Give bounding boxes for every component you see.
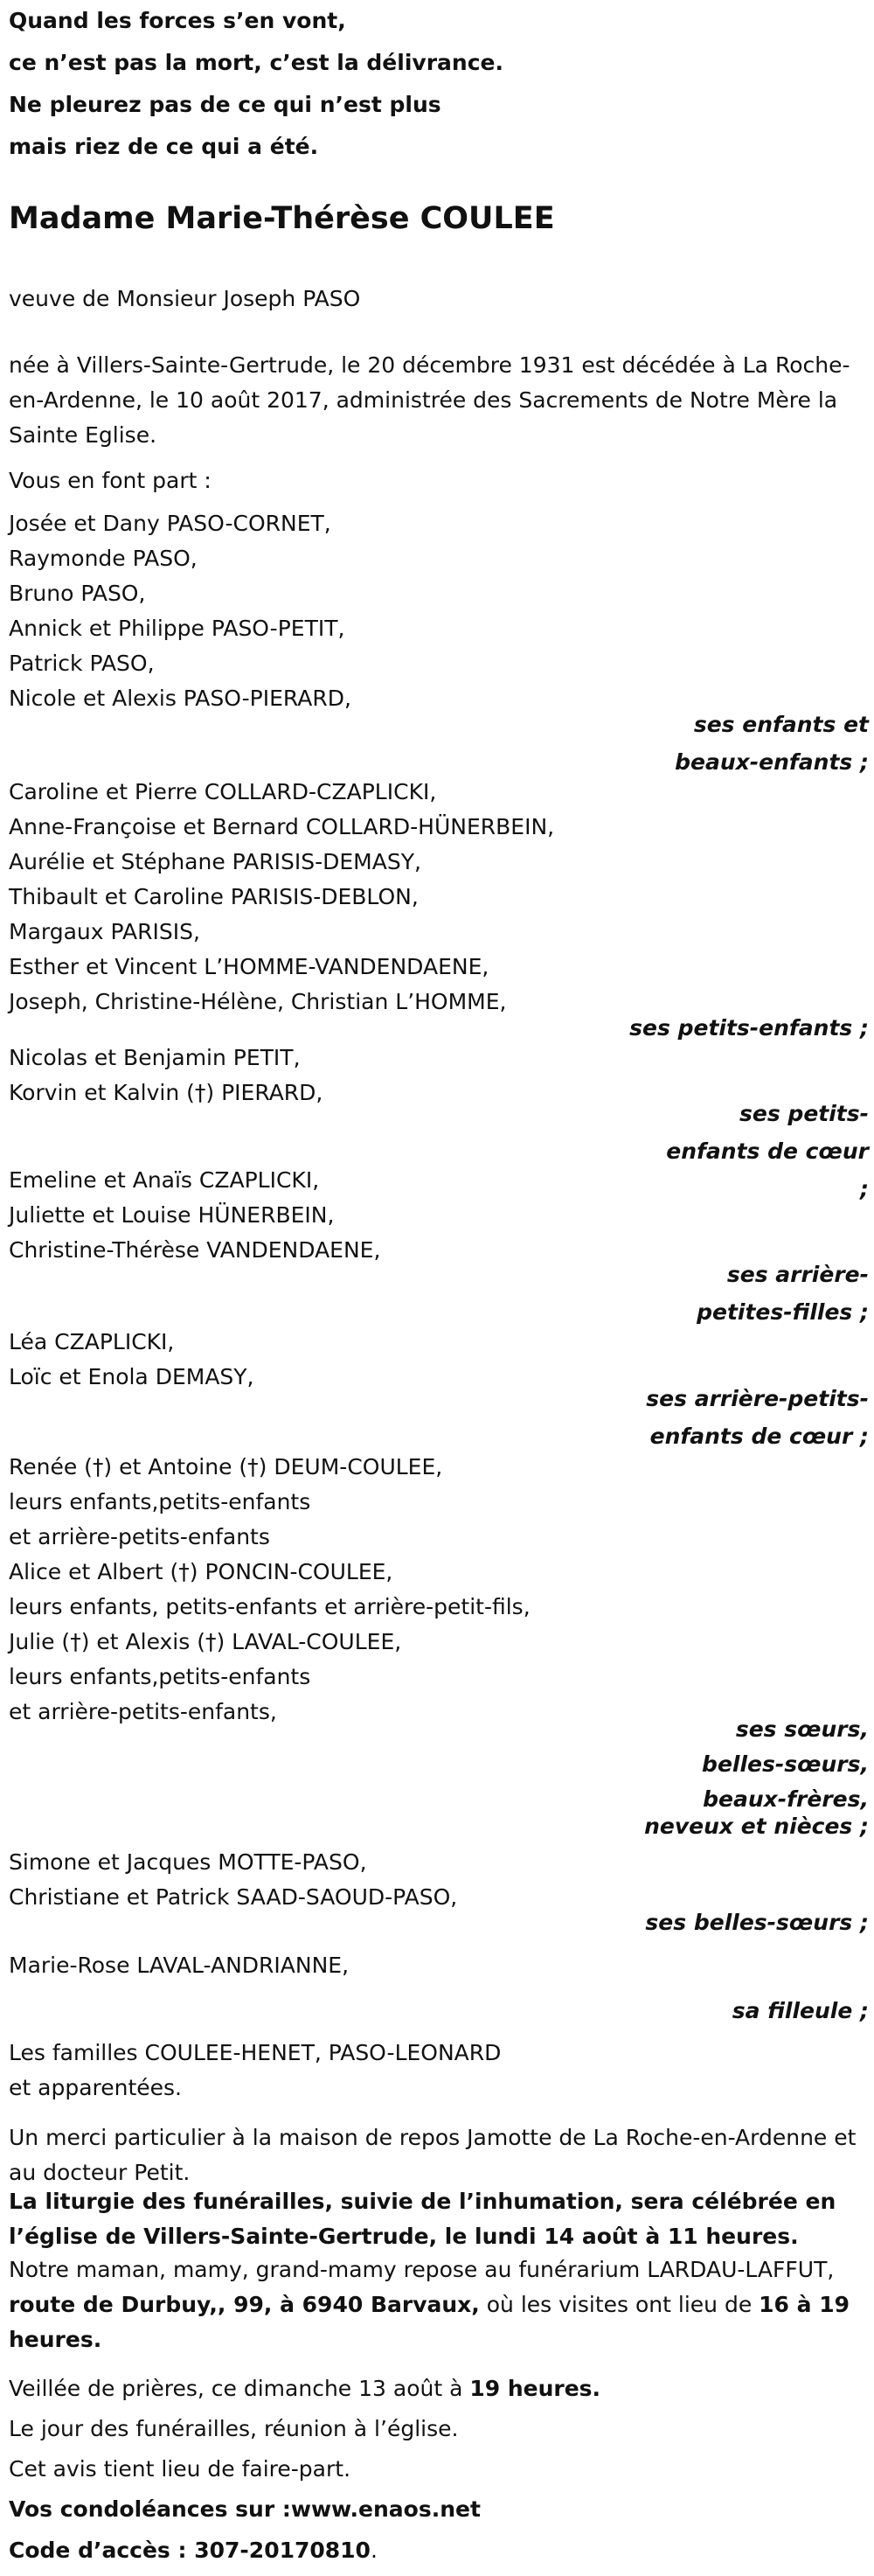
list-item: Thibault et Caroline PARISIS-DEBLON, xyxy=(9,884,419,909)
list-item: et arrière-petits-enfants, xyxy=(9,1699,277,1724)
great-granddaughters-list xyxy=(9,1163,865,1268)
poem xyxy=(9,0,865,168)
list-item: Julie (†) et Alexis (†) LAVAL-COULEE, xyxy=(9,1629,402,1654)
list-item: Margaux PARISIS, xyxy=(9,919,200,944)
vigil-line xyxy=(9,2371,865,2406)
list-item: Josée et Dany PASO-CORNET, xyxy=(9,511,331,536)
list-item: leurs enfants,petits-enfants xyxy=(9,1489,311,1514)
list-item: leurs enfants,petits-enfants xyxy=(9,1664,311,1689)
list-item: Anne-Françoise et Bernard COLLARD-HÜNERBEIN, xyxy=(9,814,555,839)
notice-line: Cet avis tient lieu de faire-part. xyxy=(9,2456,351,2482)
rest-text xyxy=(9,2252,865,2357)
rest-part-2: où les visites ont lieu de xyxy=(479,2292,760,2317)
rest-hours: 16 à 19 heures. xyxy=(9,2292,850,2352)
list-item: Esther et Vincent L’HOMME-VANDENDAENE, xyxy=(9,954,489,979)
list-item: Korvin et Kalvin (†) PIERARD, xyxy=(9,1080,323,1105)
list-item: Joseph, Christine-Hélène, Christian L’HOMME, xyxy=(9,989,507,1014)
access-label: Code d’accès : xyxy=(9,2538,195,2563)
thanks-text: Un merci particulier à la maison de repos Jamotte de La Roche-en-Ardenne et au docteur Petit. xyxy=(9,2125,857,2185)
list-item: Simone et Jacques MOTTE-PASO, xyxy=(9,1849,367,1875)
announce-line: Vous en font part : xyxy=(9,468,212,493)
goddaughter-relation: sa filleule ; xyxy=(732,1998,869,2023)
list-item: Loïc et Enola DEMASY, xyxy=(9,1364,254,1389)
list-item: Caroline et Pierre COLLARD-CZAPLICKI, xyxy=(9,779,437,804)
sisters-in-law-relation: ses belles-sœurs ; xyxy=(645,1910,869,1935)
great-granddaughters-relation: ses arrière-petites-filles ; xyxy=(697,1262,869,1325)
list-item: Christine-Thérèse VANDENDAENE, xyxy=(9,1237,381,1263)
rest-part-1: Notre maman, mamy, grand-mamy repose au funérarium LARDAU-LAFFUT, xyxy=(9,2257,835,2282)
heart-great-grandchildren-relation: ses arrière-petits-enfants de cœur ; xyxy=(646,1386,869,1449)
grandchildren-list xyxy=(9,775,865,1020)
list-item: Aurélie et Stéphane PARISIS-DEMASY, xyxy=(9,849,421,874)
heart-grandchildren-relation: ses petits-enfants de cœur ; xyxy=(666,1101,869,1201)
list-item: Patrick PASO, xyxy=(9,651,155,676)
list-item: Nicole et Alexis PASO-PIERARD, xyxy=(9,686,351,711)
families-block xyxy=(9,2036,865,2106)
poem-line: Ne pleurez pas de ce qui n’est plus xyxy=(9,92,441,117)
funeral-text: La liturgie des funérailles, suivie de l’inhumation, sera célébrée en l’église de Villers-Sainte-Gertrude, le lundi 14 août à 11 heures. xyxy=(9,2189,836,2249)
children-relation: ses enfants et beaux-enfants ; xyxy=(675,712,869,775)
list-item: leurs enfants, petits-enfants et arrière-petit-fils, xyxy=(9,1594,531,1619)
list-item: Juliette et Louise HÜNERBEIN, xyxy=(9,1202,335,1228)
children-list xyxy=(9,506,865,716)
deceased-name: Madame Marie-Thérèse COULEE xyxy=(9,201,555,236)
vigil-text: Veillée de prières, ce dimanche 13 août à xyxy=(9,2376,470,2401)
list-item: Annick et Philippe PASO-PETIT, xyxy=(9,616,345,641)
list-item: Christiane et Patrick SAAD-SAOUD-PASO, xyxy=(9,1884,458,1910)
poem-line: ce n’est pas la mort, c’est la délivrance. xyxy=(9,50,503,75)
list-item: Nicolas et Benjamin PETIT, xyxy=(9,1045,301,1070)
poem-line: Quand les forces s’en vont, xyxy=(9,8,346,33)
list-item: et arrière-petits-enfants xyxy=(9,1524,270,1549)
siblings-relation: ses sœurs, belles-sœurs, beaux-frères, xyxy=(702,1716,869,1812)
goddaughter-name: Marie-Rose LAVAL-ANDRIANNE, xyxy=(9,1953,350,1978)
list-item: et apparentées. xyxy=(9,2075,182,2100)
grandchildren-relation: ses petits-enfants ; xyxy=(629,1015,869,1041)
birth-death-text: née à Villers-Sainte-Gertrude, le 20 décembre 1931 est décédée à La Roche-en-Ardenne, le 10 août 2017, administrée des Sacrements de Notre Mère la Sainte Eglise. xyxy=(9,352,850,448)
access-line xyxy=(9,2533,865,2568)
condolences-line: Vos condoléances sur :www.enaos.net xyxy=(9,2496,481,2522)
rest-address: route de Durbuy,, 99, à 6940 Barvaux, xyxy=(9,2292,480,2317)
vigil-time: 19 heures. xyxy=(469,2376,601,2401)
meeting-line: Le jour des funérailles, réunion à l’église. xyxy=(9,2416,459,2441)
siblings-relation-2: neveux et nièces ; xyxy=(644,1814,869,1839)
list-item: Raymonde PASO, xyxy=(9,546,198,571)
widow-line: veuve de Monsieur Joseph PASO xyxy=(9,286,361,311)
access-end: . xyxy=(370,2538,378,2563)
list-item: Renée (†) et Antoine (†) DEUM-COULEE, xyxy=(9,1454,443,1479)
list-item: Alice et Albert (†) PONCIN-COULEE, xyxy=(9,1559,393,1584)
list-item: Emeline et Anaïs CZAPLICKI, xyxy=(9,1167,320,1193)
siblings-list xyxy=(9,1450,865,1730)
list-item: Léa CZAPLICKI, xyxy=(9,1329,175,1354)
list-item: Bruno PASO, xyxy=(9,581,146,606)
access-code: 307-20170810 xyxy=(194,2538,371,2563)
list-item: Les familles COULEE-HENET, PASO-LEONARD xyxy=(9,2040,502,2065)
poem-line: mais riez de ce qui a été. xyxy=(9,134,319,159)
